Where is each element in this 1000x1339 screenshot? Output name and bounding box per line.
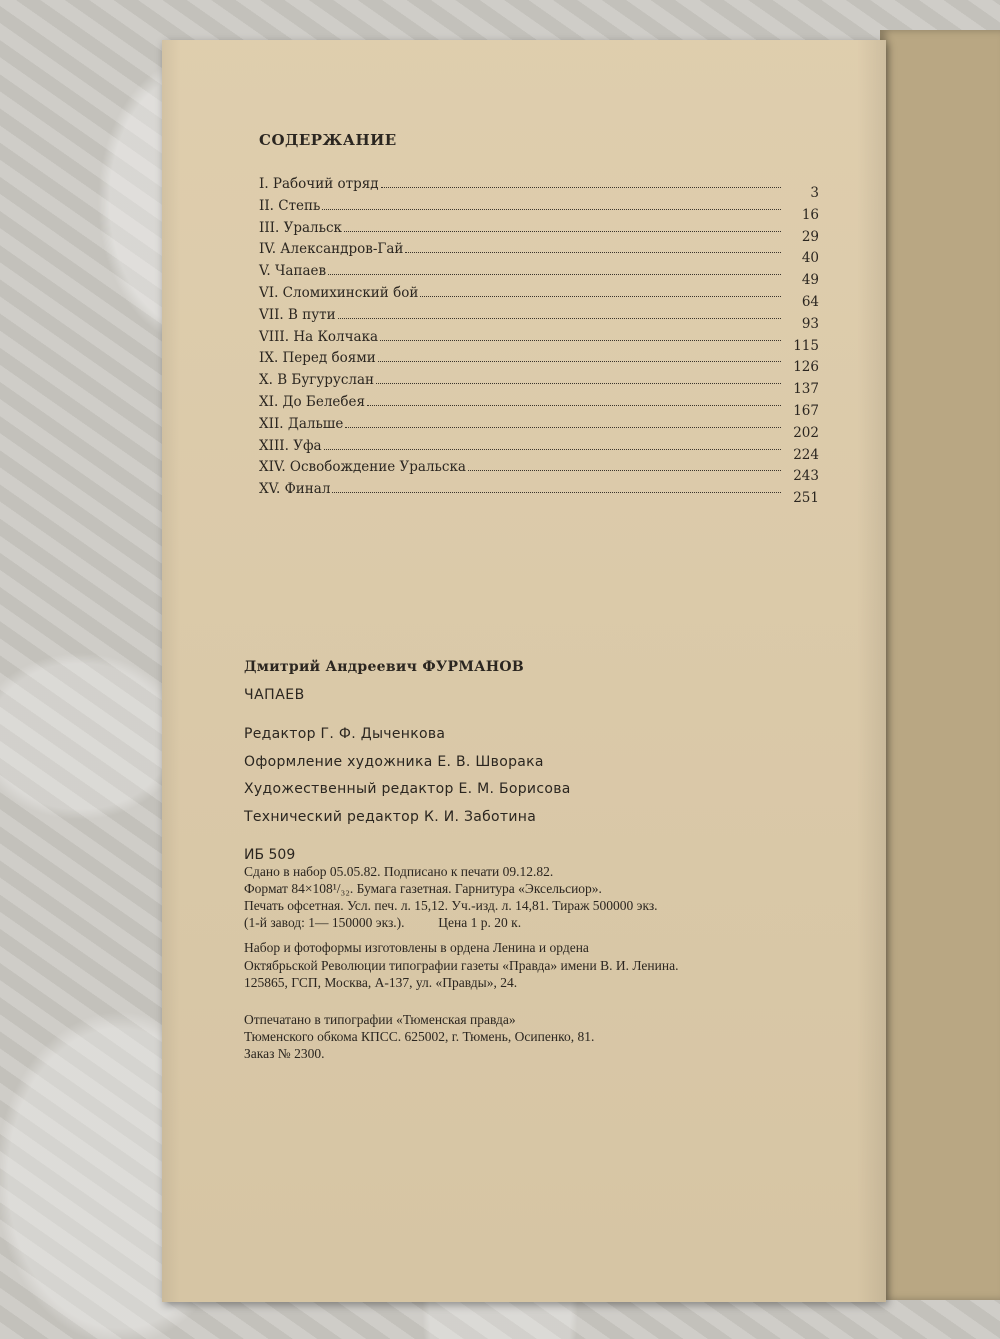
dot-leader xyxy=(332,491,781,493)
toc-entry-page: 64 xyxy=(801,293,819,310)
production-line: (1-й завод: 1— 150000 экз.). Цена 1 р. 20 к. xyxy=(244,915,522,931)
toc-entry-title: XV. Финал xyxy=(259,481,331,498)
toc-entry-title: XII. Дальше xyxy=(259,415,344,432)
credit-line: Редактор Г. Ф. Дыченкова xyxy=(244,726,446,742)
toc-entry-page: 224 xyxy=(793,446,819,463)
dot-leader xyxy=(324,448,781,450)
printing-line: Тюменского обкома КПСС. 625002, г. Тюмень, Осипенко, 81. xyxy=(244,1029,595,1045)
toc-entry-title: V. Чапаев xyxy=(259,263,327,280)
dot-leader xyxy=(378,360,781,362)
book-title: ЧАПАЕВ xyxy=(244,687,305,703)
toc-entry-page: 3 xyxy=(810,185,819,201)
toc-entry xyxy=(259,306,819,332)
toc-entry-title: VIII. На Колчака xyxy=(259,328,379,345)
dot-leader xyxy=(344,230,781,232)
toc-entry-title: III. Уральск xyxy=(259,219,342,236)
dot-leader xyxy=(405,251,781,253)
toc-entry xyxy=(259,284,819,310)
toc-entry xyxy=(259,415,819,441)
toc-entry-page: 126 xyxy=(793,359,819,376)
typesetting-line: 125865, ГСП, Москва, А-137, ул. «Правды», 24. xyxy=(244,974,518,990)
toc-entry-title: XIII. Уфа xyxy=(259,437,322,454)
dot-leader xyxy=(367,404,781,406)
toc-entry-page: 29 xyxy=(801,228,819,245)
dot-leader xyxy=(328,273,781,275)
facing-page-edge xyxy=(880,30,1000,1300)
toc-entry-page: 115 xyxy=(793,337,819,354)
toc-entry xyxy=(259,350,819,376)
toc-entry xyxy=(259,197,819,223)
dot-leader xyxy=(380,339,781,341)
toc-entry-title: XIV. Освобождение Уральска xyxy=(259,459,466,476)
dot-leader xyxy=(345,426,781,428)
toc-entry xyxy=(259,437,819,463)
toc-entry-page: 40 xyxy=(801,250,819,267)
toc-heading: СОДЕРЖАНИЕ xyxy=(259,131,397,149)
printing-line: Отпечатано в типографии «Тюменская правда» xyxy=(244,1011,516,1027)
credit-line: Художественный редактор Е. М. Борисова xyxy=(244,781,571,797)
toc-entry-page: 202 xyxy=(793,424,819,441)
table-of-contents xyxy=(259,176,819,507)
toc-entry-title: XI. До Белебея xyxy=(259,393,366,410)
toc-entry xyxy=(259,219,819,245)
production-line: Формат 84×108¹/₃₂. Бумага газетная. Гарнитура «Эксельсиор». xyxy=(244,880,602,896)
toc-entry-title: IX. Перед боями xyxy=(259,350,376,367)
toc-entry-page: 251 xyxy=(793,490,819,507)
printing-line: Заказ № 2300. xyxy=(244,1046,325,1062)
dot-leader xyxy=(468,469,781,471)
toc-entry xyxy=(259,481,819,507)
toc-entry xyxy=(259,372,819,398)
typesetting-line: Октябрьской Революции типографии газеты «Правда» имени В. И. Ленина. xyxy=(244,957,679,973)
dot-leader xyxy=(420,295,781,297)
toc-entry-page: 137 xyxy=(793,381,819,398)
dot-leader xyxy=(376,382,781,384)
toc-entry-page: 93 xyxy=(801,315,819,332)
toc-entry xyxy=(259,241,819,267)
toc-entry-page: 49 xyxy=(801,272,819,289)
toc-entry-title: IV. Александров-Гай xyxy=(259,241,404,258)
ib-number: ИБ 509 xyxy=(244,846,296,863)
toc-entry-page: 167 xyxy=(793,402,819,419)
dot-leader xyxy=(381,186,781,188)
toc-entry-title: VI. Сломихинский бой xyxy=(259,284,419,301)
author-name: Дмитрий Андреевич ФУРМАНОВ xyxy=(244,659,525,675)
toc-entry xyxy=(259,328,819,354)
imprint-block xyxy=(244,659,834,1063)
dot-leader xyxy=(338,317,781,319)
toc-entry-title: II. Степь xyxy=(259,197,321,214)
production-line: Сдано в набор 05.05.82. Подписано к печати 09.12.82. xyxy=(244,863,554,879)
credit-line: Технический редактор К. И. Заботина xyxy=(244,808,537,825)
dot-leader xyxy=(322,208,781,210)
toc-entry xyxy=(259,263,819,289)
toc-entry-page: 16 xyxy=(801,206,819,223)
toc-entry-title: VII. В пути xyxy=(259,306,336,323)
toc-entry-page: 243 xyxy=(793,468,819,485)
credit-line: Оформление художника Е. В. Шворака xyxy=(244,753,544,770)
toc-entry-title: I. Рабочий отряд xyxy=(259,176,379,192)
toc-entry-title: X. В Бугуруслан xyxy=(259,372,375,389)
toc-entry xyxy=(259,459,819,485)
toc-entry xyxy=(259,176,819,201)
typesetting-line: Набор и фотоформы изготовлены в ордена Ленина и ордена xyxy=(244,940,589,956)
production-line: Печать офсетная. Усл. печ. л. 15,12. Уч.-изд. л. 14,81. Тираж 500000 экз. xyxy=(244,897,658,913)
toc-entry xyxy=(259,393,819,419)
